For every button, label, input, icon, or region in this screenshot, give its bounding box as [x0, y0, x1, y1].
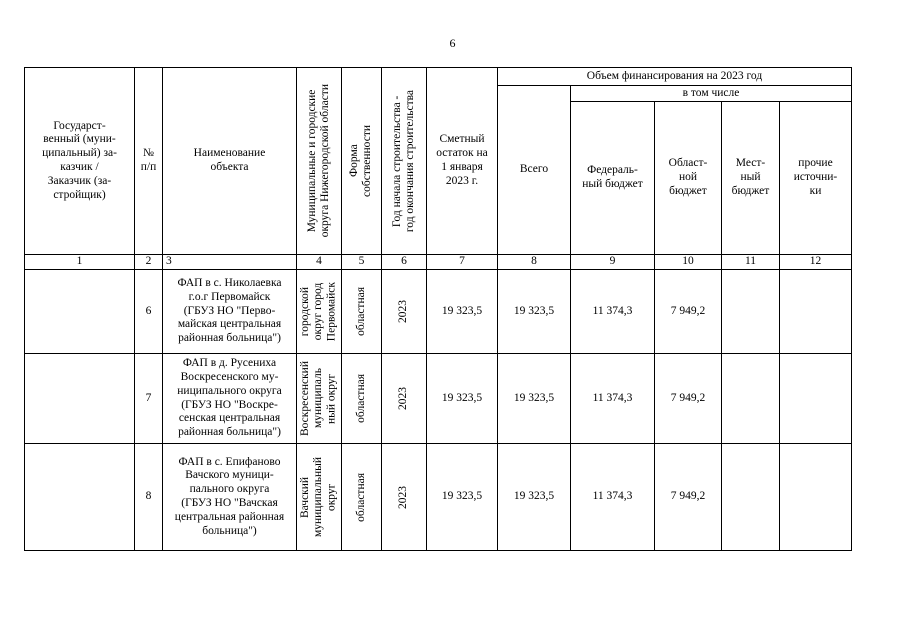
table-row — [25, 354, 852, 444]
row-ownership-cell — [342, 444, 382, 551]
row-regional: 7 949,2 — [655, 444, 722, 551]
header-financing: Объем финансирования на 2023 год — [498, 68, 852, 86]
header-object-name: Наименование объекта — [163, 68, 297, 255]
row-year-cell — [382, 354, 427, 444]
table-row — [25, 270, 852, 354]
row-year-cell — [382, 270, 427, 354]
row-municipality-cell — [297, 444, 342, 551]
header-years: Год начала строительства - год окончания строительства — [390, 89, 416, 233]
row-federal: 11 374,3 — [571, 444, 655, 551]
column-number: 4 — [297, 255, 342, 270]
row-federal: 11 374,3 — [571, 354, 655, 444]
column-number: 6 — [382, 255, 427, 270]
row-total: 19 323,5 — [498, 444, 571, 551]
row-estimate: 19 323,5 — [427, 354, 498, 444]
row-object-name: ФАП в с. Епифаново Вачского муници- пального округа (ГБУЗ НО "Вачская центральная районная больница") — [163, 444, 297, 551]
column-number: 3 — [163, 255, 297, 270]
row-estimate: 19 323,5 — [427, 270, 498, 354]
row-ownership: областная — [354, 472, 367, 522]
header-municipality: Муниципальные и городские округа Нижегородской области — [305, 84, 331, 238]
header-ownership-cell — [342, 68, 382, 255]
row-num: 8 — [135, 444, 163, 551]
column-number: 2 — [135, 255, 163, 270]
row-object-name: ФАП в с. Николаевка г.о.г Первомайск (ГБУЗ НО "Перво- майская центральная районная больница") — [163, 270, 297, 354]
row-ownership-cell — [342, 270, 382, 354]
column-number: 8 — [498, 255, 571, 270]
column-number: 12 — [780, 255, 852, 270]
row-municipality-cell — [297, 354, 342, 444]
row-estimate: 19 323,5 — [427, 444, 498, 551]
column-number: 9 — [571, 255, 655, 270]
column-numbers-row — [25, 255, 852, 270]
row-municipality: Вачский муниципальный округ — [299, 456, 338, 538]
row-customer — [25, 444, 135, 551]
row-year-cell — [382, 444, 427, 551]
row-total: 19 323,5 — [498, 270, 571, 354]
table-row — [25, 444, 852, 551]
header-municipality-cell — [297, 68, 342, 255]
row-total: 19 323,5 — [498, 354, 571, 444]
header-estimate: Сметный остаток на 1 января 2023 г. — [427, 68, 498, 255]
column-number: 11 — [722, 255, 780, 270]
row-customer — [25, 354, 135, 444]
column-number: 1 — [25, 255, 135, 270]
header-local: Мест- ный бюджет — [722, 102, 780, 255]
row-year: 2023 — [397, 387, 410, 410]
row-local — [722, 444, 780, 551]
column-number: 5 — [342, 255, 382, 270]
row-local — [722, 270, 780, 354]
header-total: Всего — [498, 86, 571, 255]
row-ownership-cell — [342, 354, 382, 444]
financing-table — [24, 67, 852, 551]
row-year: 2023 — [397, 300, 410, 323]
row-ownership: областная — [354, 287, 367, 336]
row-other — [780, 444, 852, 551]
row-num: 6 — [135, 270, 163, 354]
row-object-name: ФАП в д. Русениха Воскресенского му- ниципального округа (ГБУЗ НО "Воскре- сенская центральная районная больница") — [163, 354, 297, 444]
row-year: 2023 — [397, 485, 410, 509]
column-number: 10 — [655, 255, 722, 270]
header-num: № п/п — [135, 68, 163, 255]
row-regional: 7 949,2 — [655, 270, 722, 354]
row-other — [780, 270, 852, 354]
row-municipality-cell — [297, 270, 342, 354]
row-municipality: Воскресенский муниципаль ный округ — [299, 360, 338, 437]
header-federal: Федераль- ный бюджет — [571, 102, 655, 255]
row-customer — [25, 270, 135, 354]
header-ownership: Форма собственности — [348, 125, 374, 197]
row-ownership: областная — [354, 374, 367, 423]
header-other: прочие источни- ки — [780, 102, 852, 255]
row-regional: 7 949,2 — [655, 354, 722, 444]
page-number: 6 — [449, 36, 456, 50]
row-municipality: городской округ город Первомайск — [299, 281, 338, 342]
header-customer: Государст- венный (муни- ципальный) за- казчик / Заказчик (за- стройщик) — [25, 68, 135, 255]
row-other — [780, 354, 852, 444]
header-regional: Област- ной бюджет — [655, 102, 722, 255]
column-number: 7 — [427, 255, 498, 270]
row-federal: 11 374,3 — [571, 270, 655, 354]
row-num: 7 — [135, 354, 163, 444]
header-including: в том числе — [571, 86, 852, 102]
row-local — [722, 354, 780, 444]
header-years-cell — [382, 68, 427, 255]
